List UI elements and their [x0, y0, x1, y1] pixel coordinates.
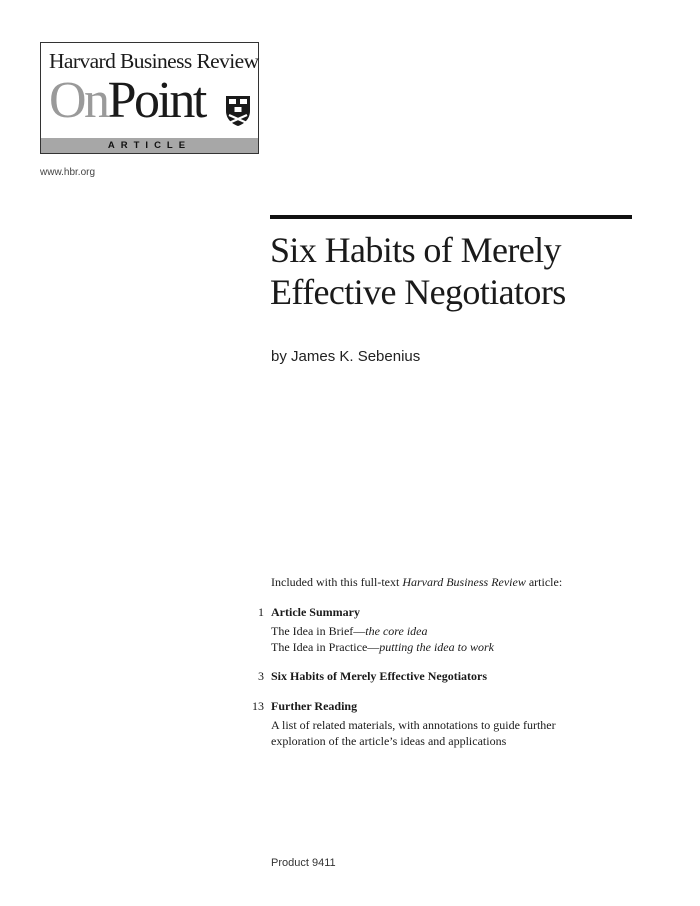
harvard-shield-icon — [225, 95, 251, 127]
intro-suffix: article: — [525, 575, 563, 589]
entry-page-number: 3 — [258, 669, 264, 683]
contents-intro — [271, 574, 562, 590]
product-number: Product 9411 — [271, 857, 336, 869]
entry-line-text: The Idea in Brief— — [271, 624, 366, 638]
entry-page-number: 13 — [252, 699, 264, 713]
entry-title: Further Reading — [271, 699, 358, 713]
site-url: www.hbr.org — [40, 167, 96, 178]
logo-on: On — [49, 72, 108, 129]
intro-prefix: Included with this full-text — [271, 575, 403, 589]
hbr-onpoint-logo — [40, 42, 259, 154]
entry-line: exploration of the article’s ideas and applications — [271, 734, 507, 748]
logo-point: Point — [107, 72, 205, 129]
title-rule — [270, 215, 632, 219]
entry-title: Article Summary — [271, 605, 360, 619]
article-title — [270, 229, 670, 313]
entry-line — [271, 639, 494, 655]
byline: by James K. Sebenius — [271, 348, 421, 365]
intro-publication: Harvard Business Review — [402, 575, 526, 589]
logo-article-band: ARTICLE — [41, 138, 258, 153]
article-title-line-1: Six Habits of Merely — [270, 230, 561, 270]
article-title-line-2: Effective Negotiators — [270, 272, 566, 312]
logo-onpoint-wordmark — [49, 71, 205, 131]
entry-line: A list of related materials, with annotations to guide further — [271, 718, 556, 732]
entry-line — [271, 623, 428, 639]
entry-line-text: The Idea in Practice— — [271, 640, 380, 654]
entry-line-emphasis: the core idea — [365, 624, 428, 638]
entry-title: Six Habits of Merely Effective Negotiators — [271, 669, 488, 683]
entry-line-emphasis: putting the idea to work — [379, 640, 494, 654]
entry-page-number: 1 — [258, 605, 264, 619]
logo-publication-name: Harvard Business Review — [49, 49, 259, 73]
